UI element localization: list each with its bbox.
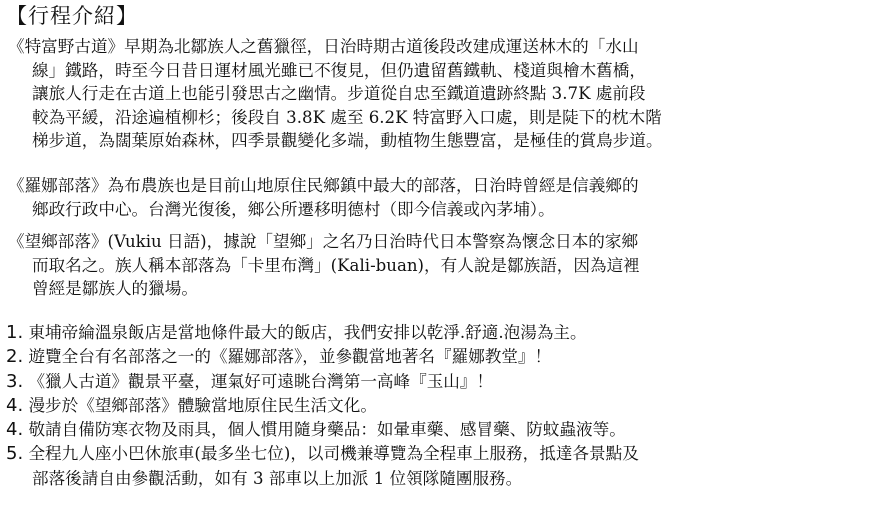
list-item: [6, 370, 882, 394]
paragraph-luona-tribe: [8, 174, 880, 221]
list-item-number: 2.: [6, 346, 24, 368]
section-title: 【行程介紹】: [6, 4, 138, 28]
list-item-text: 東埔帝綸溫泉飯店是當地條件最大的飯店，我們安排以乾淨.舒適.泡湯為主。: [28, 323, 587, 342]
list-item-number: 3.: [6, 370, 24, 392]
list-item: [6, 321, 882, 345]
paragraph-line: 鄉政行政中心。台灣光復後，鄉公所遷移明德村（即今信義或內茅埔）。: [32, 199, 555, 219]
paragraph-tefuye-trail: [8, 35, 880, 153]
list-item-number: 1.: [6, 322, 24, 343]
paragraph-line: 《望鄉部落》(Vukiu 日語)，據說「望鄉」之名乃日治時代日本警察為懷念日本的家鄉: [8, 232, 639, 251]
paragraph-wangxiang-tribe: [8, 230, 880, 301]
list-item-text: 敬請自備防寒衣物及雨具，個人慣用隨身藥品：如暈車藥、感冒藥、防蚊蟲液等。: [28, 420, 626, 440]
paragraph-line: 《特富野古道》早期為北鄒族人之舊獵徑，日治時期古道後段改建成運送林木的「水山: [8, 37, 639, 56]
paragraph-line: 讓旅人行走在古道上也能引發思古之幽情。步道從自忠至鐵道遺跡終點 3.7K 處前段: [32, 84, 646, 104]
paragraph-line: 而取名之。族人稱本部落為「卡里布灣」(Kali-buan)，有人說是鄒族語，因為這裡: [32, 255, 640, 275]
list-item-text: 部落後請自由參觀活動，如有 3 部車以上加派 1 位領隊隨團服務。: [32, 468, 523, 488]
list-item-text: 漫步於《望鄉部落》體驗當地原住民生活文化。: [28, 395, 377, 415]
list-item: [6, 345, 882, 369]
list-item-number: 4.: [6, 419, 24, 441]
paragraph-line: 線」鐵路，時至今日昔日運材風光雖已不復見，但仍遺留舊鐵軌、棧道與檜木舊橋，: [32, 60, 646, 80]
list-item-text: 遊覽全台有名部落之一的《羅娜部落》，並參觀當地著名『羅娜教堂』！: [28, 347, 552, 367]
list-item-text: 《獵人古道》觀景平臺，運氣好可遠眺台灣第一高峰『玉山』！: [28, 371, 494, 391]
paragraph-line: 較為平緩，沿途遍植柳杉；後段自 3.8K 處至 6.2K 特富野入口處，則是陡下的枕木階: [32, 107, 662, 127]
list-item: [6, 394, 882, 418]
list-item-number: 4.: [6, 394, 24, 416]
paragraph-line: 《羅娜部落》為布農族也是目前山地原住民鄉鎮中最大的部落，日治時曾經是信義鄉的: [8, 176, 639, 195]
paragraph-line: 曾經是鄒族人的獵場。: [32, 279, 198, 299]
itinerary-notes-list: [6, 321, 882, 491]
paragraph-line: 梯步道，為闊葉原始森林，四季景觀變化多端，動植物生態豐富，是極佳的賞鳥步道。: [32, 131, 663, 151]
list-item-number: 5.: [6, 443, 24, 465]
list-item-text: 全程九人座小巴休旅車(最多坐七位)，以司機兼導覽為全程車上服務，抵達各景點及: [28, 444, 639, 464]
list-item: [6, 442, 882, 491]
list-item: [6, 418, 882, 442]
